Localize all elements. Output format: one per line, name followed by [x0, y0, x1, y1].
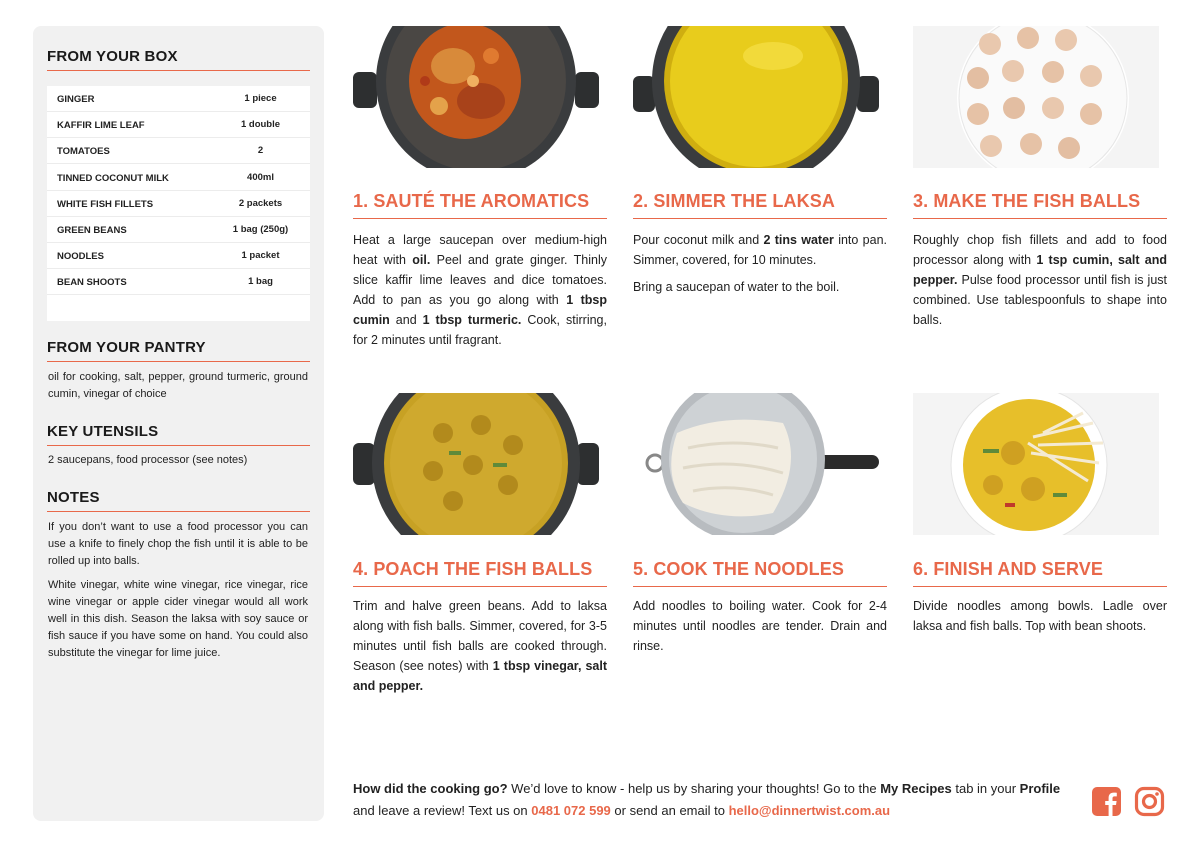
step-3-text: [913, 230, 1167, 330]
box-ingredient-table: [47, 86, 310, 321]
step-paragraph: [353, 230, 607, 350]
step-3-photo: [913, 26, 1159, 168]
step-1-photo: [353, 26, 599, 168]
footer-profile: Profile: [1019, 781, 1061, 796]
ingredient-name: TINNED COCONUT MILK: [57, 172, 169, 184]
step-1-title: 1. SAUTÉ THE AROMATICS: [353, 191, 607, 219]
step-6-title: 6. FINISH AND SERVE: [913, 559, 1167, 587]
instagram-icon[interactable]: [1134, 786, 1165, 817]
footer-text-2: tab in your: [951, 781, 1020, 796]
notes-paragraph-1: If you don’t want to use a food processor you can use a knife to finely chop the fish until it is able to be rolled up into balls.: [48, 521, 308, 567]
ingredient-row: [47, 269, 310, 295]
ingredient-row: [47, 191, 310, 217]
step-2-photo: [633, 26, 879, 168]
step-text-run: Divide noodles among bowls. Ladle over laksa and fish balls. Top with bean shoots.: [913, 599, 1167, 633]
step-text-bold: 1 tbsp turmeric.: [422, 313, 522, 327]
ingredient-quantity: 1 piece: [244, 93, 277, 104]
ingredient-name: GINGER: [57, 94, 95, 105]
ingredient-name: TOMATOES: [57, 146, 110, 158]
step-2-text: [633, 230, 887, 297]
step-text-run: and: [389, 313, 423, 327]
step-4-photo: [353, 393, 599, 535]
notes-heading: NOTES: [47, 489, 310, 512]
ingredient-name: BEAN SHOOTS: [57, 277, 127, 289]
step-3-title: 3. MAKE THE FISH BALLS: [913, 191, 1167, 219]
ingredient-quantity: 1 packet: [241, 250, 280, 262]
step-6-photo: [913, 393, 1159, 535]
step-6-text: [913, 596, 1167, 636]
ingredient-quantity: 400ml: [247, 171, 274, 183]
ingredient-row: [47, 165, 310, 191]
ingredient-row: [47, 138, 310, 164]
step-text-run: Pulse food processor until fish is just combined. Use tablespoonfuls to shape into balls.: [913, 273, 1167, 327]
step-text-run: Heat a large saucepan over medium-high heat with: [353, 233, 607, 267]
footer-lead: How did the cooking go?: [353, 781, 508, 796]
step-paragraph: [913, 596, 1167, 636]
step-paragraph: [353, 596, 607, 696]
ingredient-row: [47, 217, 310, 243]
step-text-bold: 1 tbsp vinegar, salt and pepper.: [353, 659, 608, 693]
step-text-run: Pour coconut milk and: [633, 233, 764, 247]
footer-my-recipes: My Recipes: [880, 781, 952, 796]
ingredient-row: [47, 86, 310, 112]
step-2-title: 2. SIMMER THE LAKSA: [633, 191, 887, 219]
ingredient-row: [47, 243, 310, 269]
step-text-run: Cook, stirring, for 2 minutes until fragrant.: [353, 313, 607, 347]
step-1-text: [353, 230, 607, 350]
ingredient-name: KAFFIR LIME LEAF: [57, 120, 145, 132]
step-text-run: Trim and halve green beans. Add to laksa along with fish balls. Simmer, covered, for 3-5 minutes until fish balls are cooked through. Season (see notes) with: [353, 599, 607, 673]
step-5-photo: [633, 393, 879, 535]
step-text-bold: oil.: [412, 253, 431, 267]
footer-text-4: or send an email to: [610, 803, 729, 818]
footer-phone[interactable]: 0481 072 599: [531, 803, 611, 818]
step-text-run: into pan. Simmer, covered, for 10 minutes.: [633, 233, 887, 267]
ingredients-sidebar: [33, 26, 324, 821]
box-heading: FROM YOUR BOX: [47, 48, 310, 71]
step-text-bold: 1 tbsp cumin: [353, 293, 607, 327]
step-paragraph: [633, 277, 887, 297]
ingredient-name: GREEN BEANS: [57, 225, 127, 236]
step-4-text: [353, 596, 607, 696]
utensils-text: 2 saucepans, food processor (see notes): [48, 454, 248, 466]
ingredient-quantity: 2: [257, 145, 264, 157]
notes-paragraph-2: White vinegar, white wine vinegar, rice vinegar, rice wine vinegar or apple cider vinegar would all work well in this dish. Season the laksa with soy sauce or fish sauce if you have some on hand. You could also substitute the vinegar for lime juice.: [48, 579, 308, 659]
ingredient-quantity: 1 bag: [248, 276, 273, 288]
pantry-text: oil for cooking, salt, pepper, ground turmeric, ground cumin, vinegar of choice: [48, 371, 308, 400]
ingredient-quantity: 2 packets: [238, 197, 283, 209]
step-text-bold: 1 tsp cumin, salt and pepper.: [913, 253, 1167, 287]
step-text-bold: 2 tins water: [763, 233, 834, 247]
ingredient-name: WHITE FISH FILLETS: [57, 198, 154, 210]
ingredient-name: NOODLES: [57, 251, 104, 263]
step-5-text: [633, 596, 887, 656]
facebook-icon[interactable]: [1091, 786, 1122, 817]
step-text-run: Add noodles to boiling water. Cook for 2-4 minutes until noodles are tender. Drain and rinse.: [633, 599, 887, 653]
step-paragraph: [633, 230, 887, 270]
footer-text-3: and leave a review! Text us on: [353, 803, 532, 818]
step-text-run: Roughly chop fish fillets and add to food processor along with: [913, 233, 1167, 267]
step-4-title: 4. POACH THE FISH BALLS: [353, 559, 607, 587]
ingredient-row: [47, 112, 310, 138]
step-5-title: 5. COOK THE NOODLES: [633, 559, 887, 587]
pantry-heading: FROM YOUR PANTRY: [47, 339, 310, 362]
step-paragraph: [633, 596, 887, 656]
step-text-run: Peel and grate ginger. Thinly slice kaffir lime leaves and dice tomatoes. Add to pan as you go along with: [353, 253, 607, 307]
ingredient-quantity: 1 double: [240, 119, 281, 131]
feedback-footer: [353, 778, 1073, 822]
footer-email-link[interactable]: hello@dinnertwist.com.au: [728, 803, 891, 818]
utensils-heading: KEY UTENSILS: [47, 423, 310, 446]
step-text-run: Bring a saucepan of water to the boil.: [633, 280, 840, 294]
ingredient-quantity: 1 bag (250g): [232, 224, 289, 235]
step-paragraph: [913, 230, 1167, 330]
footer-text-1: We’d love to know - help us by sharing your thoughts! Go to the: [507, 781, 881, 796]
